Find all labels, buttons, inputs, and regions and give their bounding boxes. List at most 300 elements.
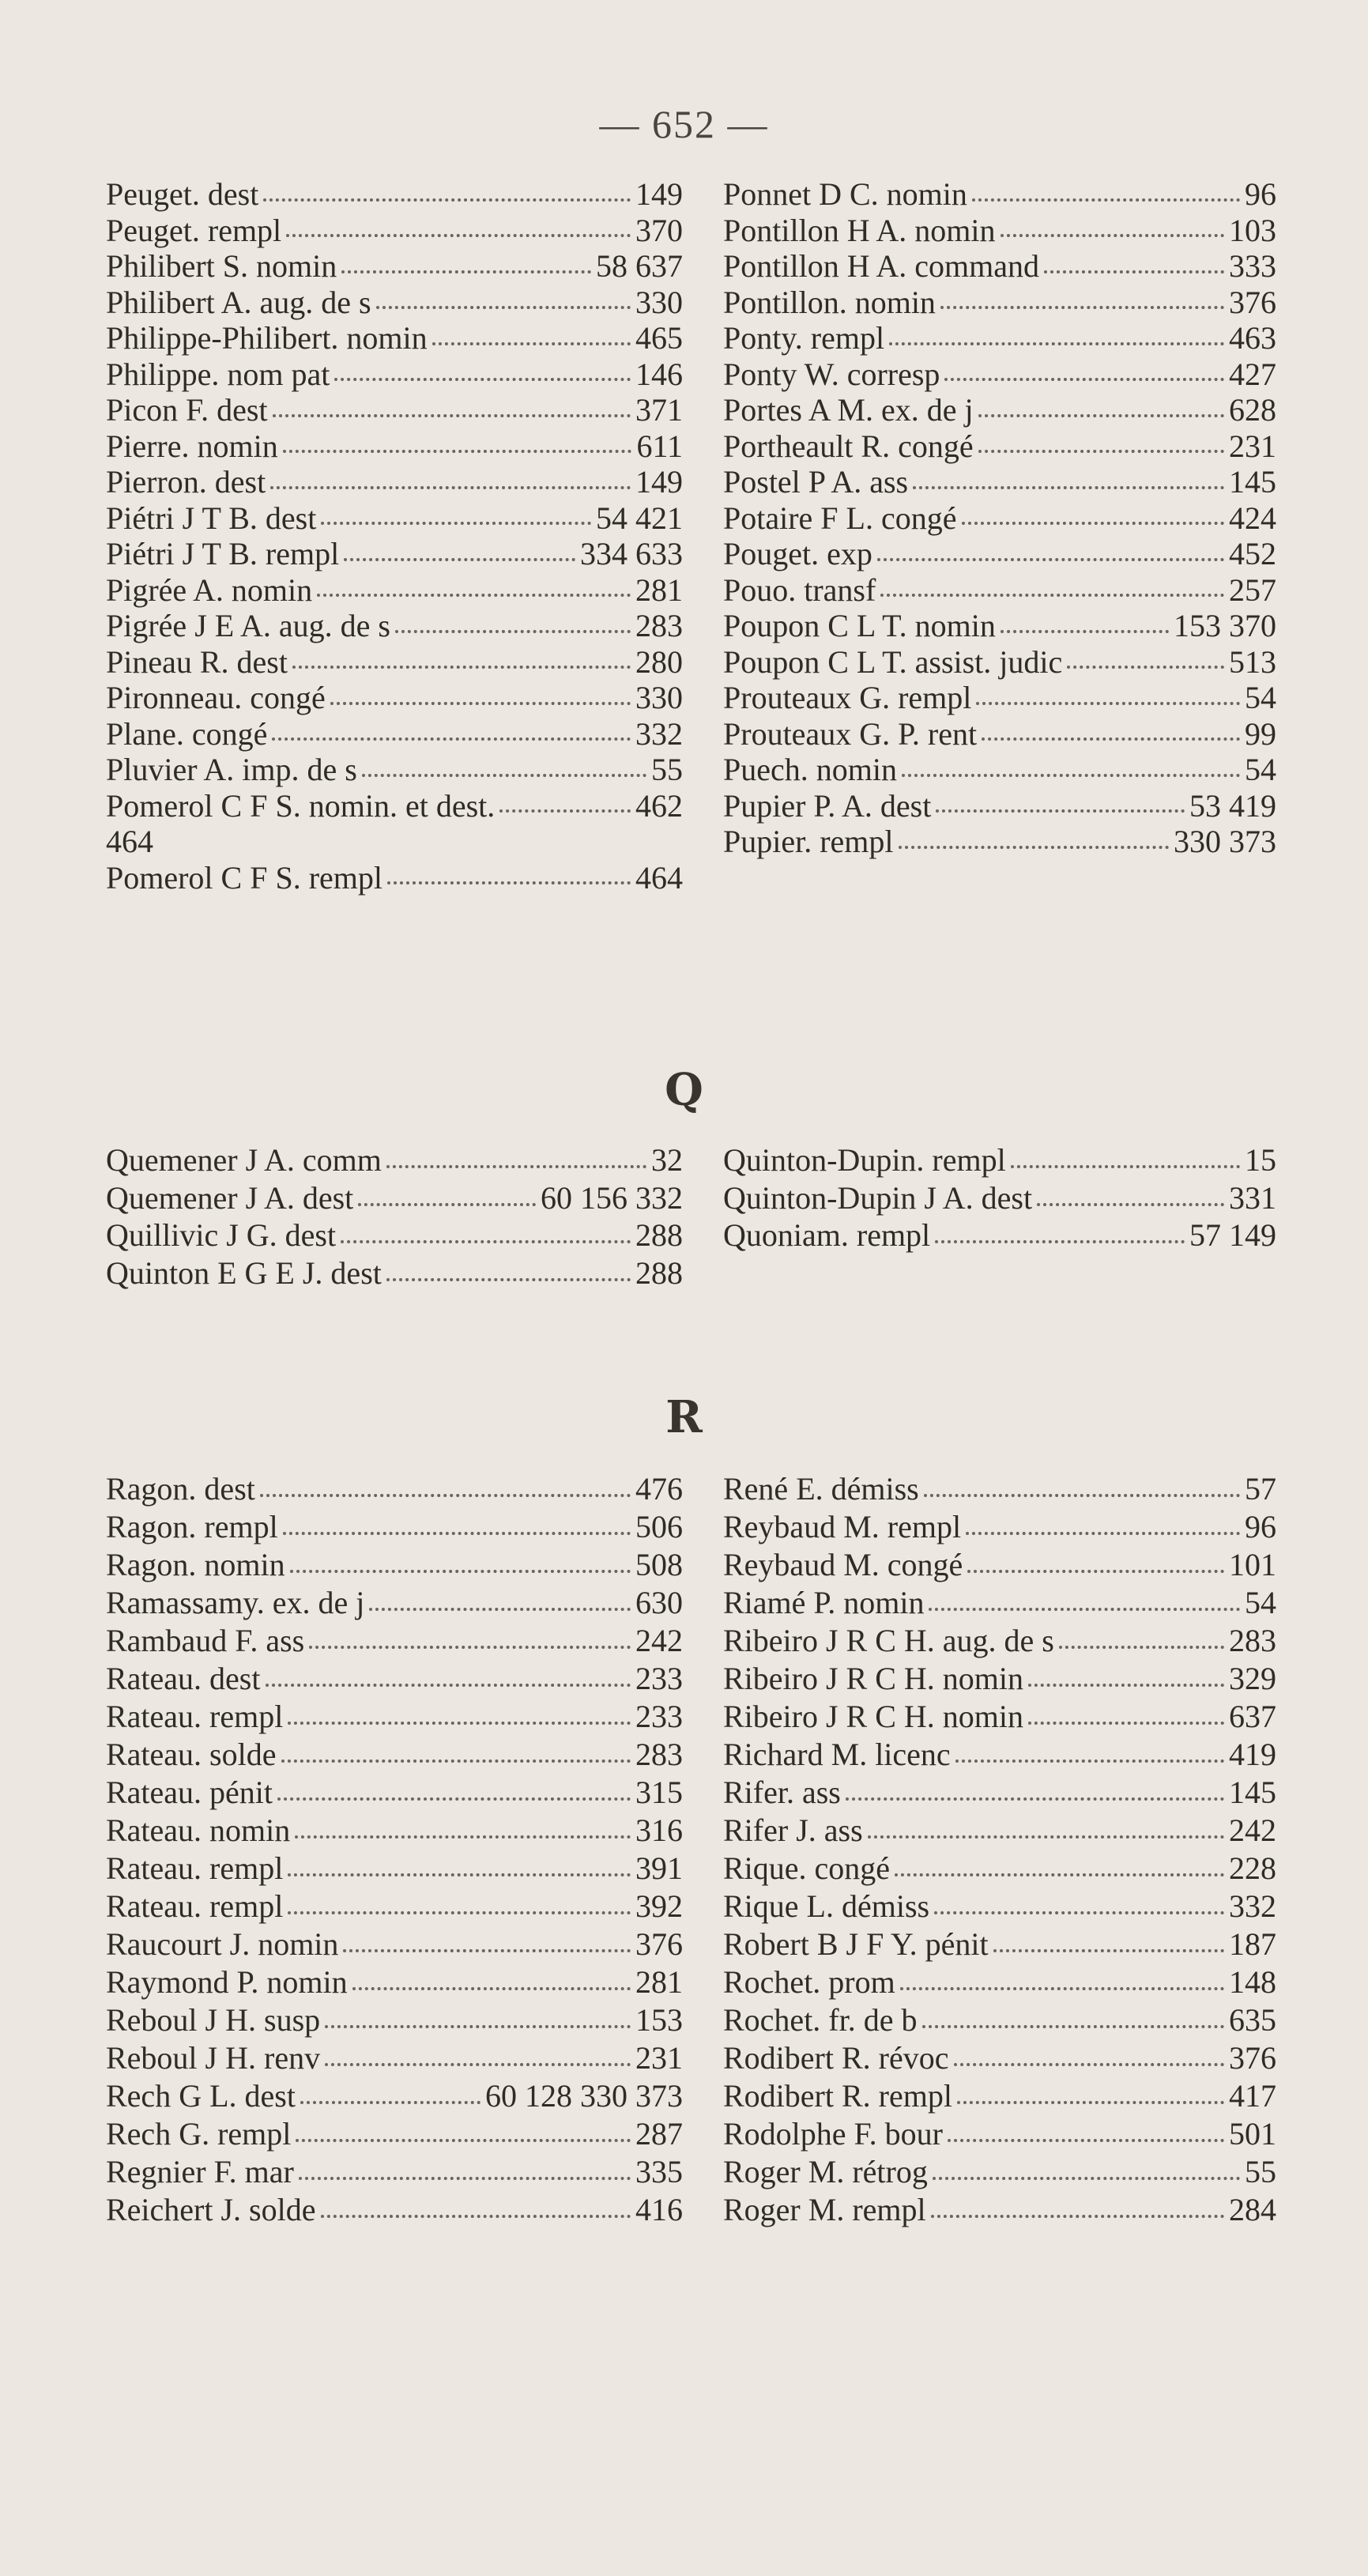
index-entry xyxy=(106,1141,683,1179)
entry-pages: 476 xyxy=(635,1471,683,1507)
dot-leader xyxy=(1028,1684,1224,1687)
entry-pages: 54 xyxy=(1245,1585,1276,1620)
dot-leader xyxy=(292,666,631,669)
entry-name: Ribeiro J R C H. aug. de s xyxy=(723,1623,1054,1658)
entry-name: Rique L. démiss xyxy=(723,1888,930,1924)
index-entry xyxy=(723,1925,1276,1963)
index-entry xyxy=(723,212,1276,248)
entry-pages: 334 633 xyxy=(580,536,683,571)
entry-pages: 153 370 xyxy=(1174,608,1276,643)
dot-leader xyxy=(295,1835,631,1839)
index-entry xyxy=(106,571,683,608)
entry-name: Quemener J A. comm xyxy=(106,1142,382,1178)
index-entry xyxy=(723,175,1276,212)
index-entry xyxy=(106,1888,683,1925)
entry-name: Portheault R. congé xyxy=(723,428,974,464)
entry-name: Regnier F. mar xyxy=(106,2154,294,2189)
entry-pages: 145 xyxy=(1229,464,1276,500)
entry-name: Rifer J. ass xyxy=(723,1812,863,1848)
entry-pages: 54 xyxy=(1245,680,1276,715)
column-left xyxy=(106,1141,683,1292)
dot-leader xyxy=(1044,270,1224,273)
entry-name: Pouo. transf xyxy=(723,571,876,608)
entry-name: Raymond P. nomin xyxy=(106,1964,348,2000)
dot-leader xyxy=(1001,630,1169,633)
entry-pages: 54 421 xyxy=(596,500,683,536)
entry-name: Riamé P. nomin xyxy=(723,1585,925,1620)
dot-leader xyxy=(281,1759,631,1763)
entry-pages: 376 xyxy=(1229,2040,1276,2076)
index-entry xyxy=(106,2115,683,2153)
dot-leader xyxy=(1028,1722,1224,1725)
entry-pages: 332 xyxy=(1229,1888,1276,1924)
entry-pages: 96 xyxy=(1245,176,1276,212)
index-entry xyxy=(723,679,1276,715)
index-entry xyxy=(106,715,683,752)
entry-pages: 330 373 xyxy=(1174,824,1276,859)
entry-pages: 335 xyxy=(635,2154,683,2189)
entry-pages: 417 xyxy=(1229,2078,1276,2114)
index-entry xyxy=(723,1774,1276,1812)
dot-leader xyxy=(317,594,631,597)
dot-leader xyxy=(272,737,631,741)
entry-pages: 513 xyxy=(1229,643,1276,680)
entry-name: Ribeiro J R C H. nomin xyxy=(723,1699,1024,1734)
dot-leader xyxy=(954,2063,1225,2066)
index-entry xyxy=(106,1546,683,1584)
entry-pages: 628 xyxy=(1229,392,1276,428)
entry-pages: 376 xyxy=(635,1926,683,1962)
dot-leader xyxy=(273,414,631,417)
entry-pages: 506 xyxy=(635,1509,683,1544)
entry-pages: 54 xyxy=(1245,752,1276,787)
entry-pages: 280 xyxy=(635,643,683,680)
index-entry xyxy=(723,2153,1276,2191)
index-entry xyxy=(723,1584,1276,1622)
entry-name: Rochet. fr. de b xyxy=(723,2002,918,2038)
entry-pages: 330 xyxy=(635,680,683,715)
entry-name: Philibert A. aug. de s xyxy=(106,284,371,320)
dot-leader xyxy=(309,1646,631,1649)
entry-name: Pontillon H A. command xyxy=(723,248,1039,284)
dot-leader xyxy=(263,198,631,202)
index-entry xyxy=(723,500,1276,536)
entry-name: Quinton E G E J. dest xyxy=(106,1255,382,1292)
index-entry xyxy=(723,571,1276,608)
entry-name: Rateau. pénit xyxy=(106,1775,273,1810)
index-entry xyxy=(106,2077,683,2115)
entry-name: Reybaud M. rempl xyxy=(723,1509,962,1544)
entry-name: Rique. congé xyxy=(723,1850,891,1886)
index-entry xyxy=(106,2039,683,2077)
entry-pages: 55 xyxy=(651,752,683,787)
index-entry xyxy=(723,1850,1276,1888)
index-entry xyxy=(723,823,1276,859)
dot-leader xyxy=(266,1684,631,1687)
dot-leader xyxy=(940,306,1224,309)
entry-pages: 101 xyxy=(1229,1547,1276,1582)
index-entry xyxy=(106,428,683,464)
entry-name: Rodibert R. révoc xyxy=(723,2040,949,2076)
dot-leader xyxy=(934,1911,1224,1914)
entry-pages: 287 xyxy=(635,2116,683,2152)
entry-name: Pironneau. congé xyxy=(106,680,326,715)
index-entry xyxy=(106,247,683,284)
entry-pages: 96 xyxy=(1245,1509,1276,1544)
dot-leader xyxy=(260,1494,631,1497)
dot-leader xyxy=(341,1240,631,1243)
dot-leader xyxy=(290,1570,631,1573)
entry-name: René E. démiss xyxy=(723,1471,919,1507)
dot-leader xyxy=(299,2177,631,2180)
entry-name: Rech G L. dest xyxy=(106,2078,296,2114)
dot-leader xyxy=(283,1532,631,1535)
entry-pages: 288 xyxy=(635,1217,683,1254)
index-entry xyxy=(106,859,683,896)
dot-leader xyxy=(288,1722,631,1725)
dot-leader xyxy=(931,2215,1224,2218)
entry-pages: 329 xyxy=(1229,1661,1276,1696)
entry-name: Ponnet D C. nomin xyxy=(723,176,967,212)
index-entry xyxy=(106,2001,683,2039)
entry-name: Rateau. rempl xyxy=(106,1888,284,1924)
index-entry xyxy=(106,2191,683,2229)
dot-leader xyxy=(933,2177,1240,2180)
entry-name: Picon F. dest xyxy=(106,392,268,428)
dot-leader xyxy=(976,702,1240,705)
entry-pages: 392 xyxy=(635,1888,683,1924)
entry-name: Philippe. nom pat xyxy=(106,356,330,392)
index-entry xyxy=(106,535,683,571)
entry-name: Ponty W. corresp xyxy=(723,356,940,392)
dot-leader xyxy=(369,1608,631,1611)
dot-leader xyxy=(270,486,631,489)
dot-leader xyxy=(325,2025,631,2028)
dot-leader xyxy=(376,306,631,309)
index-entry xyxy=(723,2115,1276,2153)
dot-leader xyxy=(902,774,1240,777)
entry-pages: 464 xyxy=(635,859,683,896)
entry-pages: 330 xyxy=(635,284,683,320)
entry-pages: 187 xyxy=(1229,1926,1276,1962)
entry-name: Pomerol C F S. nomin. et dest. xyxy=(106,787,496,824)
entry-pages: 103 xyxy=(1229,212,1276,248)
entry-pages: 501 xyxy=(1229,2116,1276,2152)
entry-pages: 508 xyxy=(635,1547,683,1582)
entry-name: Peuget. dest xyxy=(106,176,259,212)
entry-name: Raucourt J. nomin xyxy=(106,1926,339,1962)
index-entry xyxy=(723,643,1276,680)
index-entry xyxy=(106,643,683,680)
entry-name: Puech. nomin xyxy=(723,752,897,787)
entry-name: Rodibert R. rempl xyxy=(723,2078,952,2114)
entry-pages: 283 xyxy=(1229,1623,1276,1658)
entry-name: Pigrée J E A. aug. de s xyxy=(106,608,390,643)
entry-pages: 149 xyxy=(635,464,683,500)
entry-pages: 331 xyxy=(1229,1179,1276,1216)
entry-pages: 316 xyxy=(635,1812,683,1848)
entry-pages: 58 637 xyxy=(596,248,683,284)
entry-pages: 465 xyxy=(635,320,683,356)
entry-name: Pierron. dest xyxy=(106,464,266,500)
entry-pages: 332 xyxy=(635,715,683,752)
entry-pages: 427 xyxy=(1229,356,1276,392)
dot-leader xyxy=(966,1532,1240,1535)
dot-leader xyxy=(900,1987,1224,1990)
index-entry xyxy=(723,1622,1276,1660)
dot-leader xyxy=(924,1494,1240,1497)
index-entry xyxy=(723,751,1276,787)
index-entry xyxy=(106,787,683,824)
entry-name: Rambaud F. ass xyxy=(106,1623,305,1658)
index-entry xyxy=(723,463,1276,500)
entry-name: Quinton-Dupin. rempl xyxy=(723,1142,1006,1178)
entry-pages: 148 xyxy=(1229,1964,1276,2000)
entry-name: Roger M. rétrog xyxy=(723,2154,928,2189)
entry-pages: 228 xyxy=(1229,1850,1276,1886)
index-entry xyxy=(106,463,683,500)
index-entry xyxy=(723,247,1276,284)
column-left xyxy=(106,175,683,895)
index-entry xyxy=(723,1546,1276,1584)
index-entry xyxy=(106,391,683,428)
entry-name: Piétri J T B. dest xyxy=(106,500,317,536)
dot-leader xyxy=(967,1570,1224,1573)
index-entry xyxy=(723,2191,1276,2229)
entry-name: Ramassamy. ex. de j xyxy=(106,1585,365,1620)
dot-leader xyxy=(1059,1646,1224,1649)
entry-pages: 149 xyxy=(635,176,683,212)
dot-leader xyxy=(330,702,631,705)
entry-pages: 630 xyxy=(635,1585,683,1620)
entry-name: Rateau. rempl xyxy=(106,1850,284,1886)
index-entry xyxy=(106,1584,683,1622)
index-entry xyxy=(106,319,683,356)
entry-pages: 57 xyxy=(1245,1471,1276,1507)
dot-leader xyxy=(936,809,1185,813)
dot-leader xyxy=(877,558,1224,561)
index-entry xyxy=(106,1622,683,1660)
index-entry xyxy=(723,535,1276,571)
entry-pages: 53 419 xyxy=(1189,787,1276,824)
dot-leader xyxy=(1037,1203,1224,1206)
entry-pages: 257 xyxy=(1229,571,1276,608)
entry-name: Ragon. nomin xyxy=(106,1547,285,1582)
dot-leader xyxy=(499,809,631,813)
entry-name: Rochet. prom xyxy=(723,1964,895,2000)
entry-name: Ribeiro J R C H. nomin xyxy=(723,1661,1024,1696)
index-entry xyxy=(106,284,683,320)
entry-name: 464 xyxy=(106,824,153,859)
index-entry xyxy=(106,1470,683,1508)
index-entry xyxy=(106,1736,683,1774)
index-entry xyxy=(723,1660,1276,1698)
dot-leader xyxy=(341,270,591,273)
entry-name: Robert B J F Y. pénit xyxy=(723,1926,989,1962)
entry-pages: 284 xyxy=(1229,2192,1276,2227)
dot-leader xyxy=(325,2063,631,2066)
entry-name: Piétri J T B. rempl xyxy=(106,536,340,571)
dot-leader xyxy=(944,378,1224,381)
entry-name: Prouteaux G. P. rent xyxy=(723,715,978,752)
index-entry xyxy=(106,679,683,715)
entry-pages: 611 xyxy=(636,428,683,464)
dot-leader xyxy=(334,378,631,381)
index-entry xyxy=(723,1698,1276,1736)
index-entry xyxy=(723,356,1276,392)
entry-pages: 146 xyxy=(635,356,683,392)
entry-name: Rateau. dest xyxy=(106,1661,261,1696)
index-entry xyxy=(106,175,683,212)
entry-name: Pouget. exp xyxy=(723,536,872,571)
entry-pages: 370 xyxy=(635,212,683,248)
column-right xyxy=(723,1141,1276,1254)
entry-pages: 281 xyxy=(635,1964,683,2000)
entry-pages: 57 149 xyxy=(1189,1217,1276,1254)
letter-heading-q: Q xyxy=(665,1064,703,1116)
entry-name: Rifer. ass xyxy=(723,1775,841,1810)
entry-name: Rech G. rempl xyxy=(106,2116,292,2152)
entry-name: Pierre. nomin xyxy=(106,428,278,464)
column-right xyxy=(723,1470,1276,2229)
entry-pages: 281 xyxy=(635,571,683,608)
dot-leader xyxy=(358,1203,536,1206)
index-entry xyxy=(106,356,683,392)
entry-name: Reboul J H. susp xyxy=(106,2002,321,2038)
index-entry xyxy=(723,1888,1276,1925)
index-entry xyxy=(106,1508,683,1546)
entry-name: Pomerol C F S. rempl xyxy=(106,859,383,896)
dot-leader xyxy=(929,1608,1240,1611)
index-entry xyxy=(723,284,1276,320)
entry-name: Pigrée A. nomin xyxy=(106,571,313,608)
dot-leader xyxy=(352,1987,631,1990)
dot-leader xyxy=(889,342,1224,345)
index-entry xyxy=(723,1963,1276,2001)
entry-pages: 231 xyxy=(635,2040,683,2076)
index-entry xyxy=(106,1963,683,2001)
entry-name: Rodolphe F. bour xyxy=(723,2116,943,2152)
index-entry xyxy=(723,2001,1276,2039)
entry-pages: 242 xyxy=(1229,1812,1276,1848)
entry-name: Portes A M. ex. de j xyxy=(723,392,974,428)
entry-name: Plane. congé xyxy=(106,715,268,752)
entry-pages: 242 xyxy=(635,1623,683,1658)
entry-pages: 416 xyxy=(635,2192,683,2227)
entry-name: Poupon C L T. assist. judic xyxy=(723,643,1063,680)
entry-name: Roger M. rempl xyxy=(723,2192,926,2227)
dot-leader xyxy=(288,1873,631,1876)
dot-leader xyxy=(343,1949,631,1952)
dot-leader xyxy=(982,737,1240,741)
dot-leader xyxy=(935,1240,1185,1243)
entry-name: Potaire F L. congé xyxy=(723,500,957,536)
index-entry xyxy=(723,1812,1276,1850)
dot-leader xyxy=(880,594,1224,597)
entry-name: Postel P A. ass xyxy=(723,464,909,500)
index-entry xyxy=(106,2153,683,2191)
dot-leader xyxy=(962,522,1225,525)
dot-leader xyxy=(846,1797,1224,1801)
entry-pages: 32 xyxy=(651,1142,683,1178)
entry-pages: 99 xyxy=(1245,715,1276,752)
entry-pages: 371 xyxy=(635,392,683,428)
index-entry xyxy=(723,428,1276,464)
entry-name: Peuget. rempl xyxy=(106,212,282,248)
page-number: — 652 — xyxy=(599,102,769,146)
index-entry xyxy=(106,1850,683,1888)
entry-pages: 637 xyxy=(1229,1699,1276,1734)
dot-leader xyxy=(899,846,1169,849)
dot-leader xyxy=(978,414,1224,417)
entry-name: Pupier P. A. dest xyxy=(723,787,932,824)
entry-name: Pupier. rempl xyxy=(723,824,894,859)
entry-pages: 333 xyxy=(1229,248,1276,284)
dot-leader xyxy=(948,2139,1224,2142)
entry-pages: 231 xyxy=(1229,428,1276,464)
entry-pages: 15 xyxy=(1245,1142,1276,1178)
entry-name: Pontillon H A. nomin xyxy=(723,212,996,248)
entry-pages: 424 xyxy=(1229,500,1276,536)
dot-leader xyxy=(1067,666,1224,669)
dot-leader xyxy=(868,1835,1224,1839)
entry-name: Philibert S. nomin xyxy=(106,248,337,284)
index-entry xyxy=(723,1216,1276,1254)
entry-name: Poupon C L T. nomin xyxy=(723,608,996,643)
entry-pages: 315 xyxy=(635,1775,683,1810)
index-entry xyxy=(723,391,1276,428)
index-entry xyxy=(723,319,1276,356)
letter-heading-r: R xyxy=(665,1391,703,1443)
index-entry xyxy=(723,715,1276,752)
entry-name: Reichert J. solde xyxy=(106,2192,316,2227)
entry-pages: 153 xyxy=(635,2002,683,2038)
index-entry xyxy=(106,823,683,859)
index-entry xyxy=(106,1925,683,1963)
index-entry xyxy=(723,1470,1276,1508)
entry-pages: 60 156 332 xyxy=(541,1179,683,1216)
dot-leader xyxy=(362,774,646,777)
index-entry xyxy=(106,1179,683,1217)
entry-name: Prouteaux G. rempl xyxy=(723,680,972,715)
dot-leader xyxy=(386,1165,646,1168)
entry-pages: 462 xyxy=(635,787,683,824)
dot-leader xyxy=(300,2101,480,2104)
index-entry xyxy=(723,2077,1276,2115)
index-entry xyxy=(723,1141,1276,1179)
entry-pages: 419 xyxy=(1229,1737,1276,1772)
entry-pages: 283 xyxy=(635,1737,683,1772)
dot-leader xyxy=(1011,1165,1240,1168)
entry-name: Rateau. solde xyxy=(106,1737,277,1772)
dot-leader xyxy=(432,342,631,345)
dot-leader xyxy=(387,881,631,884)
entry-pages: 233 xyxy=(635,1661,683,1696)
dot-leader xyxy=(922,2025,1225,2028)
column-left xyxy=(106,1470,683,2229)
dot-leader xyxy=(321,522,591,525)
entry-pages: 283 xyxy=(635,608,683,643)
index-entry xyxy=(723,2039,1276,2077)
index-entry xyxy=(106,1698,683,1736)
dot-leader xyxy=(978,450,1224,453)
entry-pages: 233 xyxy=(635,1699,683,1734)
entry-name: Quillivic J G. dest xyxy=(106,1217,337,1254)
index-entry xyxy=(106,751,683,787)
dot-leader xyxy=(344,558,575,561)
index-entry xyxy=(723,607,1276,643)
entry-pages: 376 xyxy=(1229,284,1276,320)
